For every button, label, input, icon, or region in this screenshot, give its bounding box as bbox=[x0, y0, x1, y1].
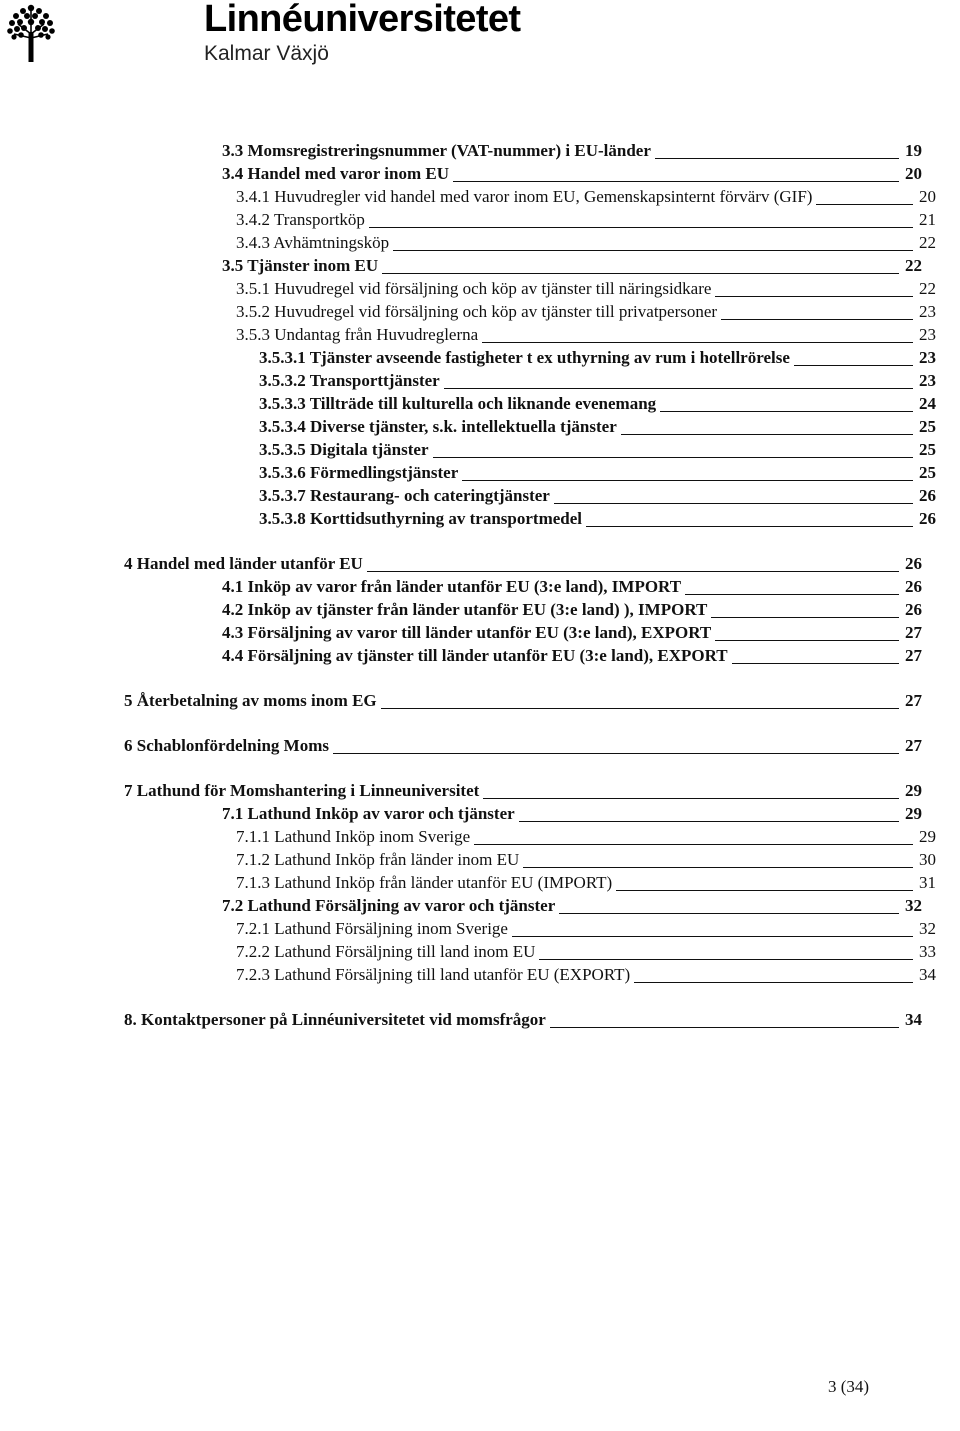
toc-entry-page: 24 bbox=[919, 394, 936, 413]
toc-leader-line bbox=[559, 913, 899, 914]
toc-leader-line bbox=[539, 959, 913, 960]
toc-leader-line bbox=[519, 821, 899, 822]
toc-entry-title: 7.2 Lathund Försäljning av varor och tjänster bbox=[222, 896, 556, 915]
toc-entry[interactable] bbox=[222, 895, 922, 917]
toc-leader-line bbox=[721, 319, 913, 320]
toc-leader-line bbox=[816, 204, 913, 205]
toc-entry[interactable] bbox=[236, 872, 936, 894]
toc-entry-title: 3.5.1 Huvudregel vid försäljning och köp av tjänster till näringsidkare bbox=[236, 279, 712, 298]
toc-entry-title: 3.5.3.3 Tillträde till kulturella och liknande evenemang bbox=[259, 394, 657, 413]
page-number: 3 (34) bbox=[828, 1377, 870, 1396]
toc-entry[interactable] bbox=[259, 485, 936, 507]
toc-entry[interactable] bbox=[222, 255, 922, 277]
toc-leader-line bbox=[794, 365, 913, 366]
toc-leader-line bbox=[523, 867, 913, 868]
toc-entry[interactable] bbox=[124, 553, 922, 575]
toc-entry-title: 3.3 Momsregistreringsnummer (VAT-nummer) i EU-länder bbox=[222, 141, 651, 160]
toc-entry-title: 7.1.2 Lathund Inköp från länder inom EU bbox=[236, 850, 520, 869]
toc-leader-line bbox=[715, 640, 899, 641]
logo-campuses: Kalmar Växjö bbox=[204, 42, 329, 65]
toc-entry-page: 27 bbox=[905, 691, 922, 710]
toc-entry[interactable] bbox=[222, 645, 922, 667]
toc-entry-page: 29 bbox=[905, 804, 922, 823]
toc-entry-title: 3.5.2 Huvudregel vid försäljning och köp av tjänster till privatpersoner bbox=[236, 302, 718, 321]
toc-entry[interactable] bbox=[259, 370, 936, 392]
toc-entry-page: 31 bbox=[919, 873, 936, 892]
toc-entry-title: 4.3 Försäljning av varor till länder utanför EU (3:e land), EXPORT bbox=[222, 623, 712, 642]
toc-entry-title: 4.2 Inköp av tjänster från länder utanför EU (3:e land) ), IMPORT bbox=[222, 600, 708, 619]
toc-entry-title: 3.4.2 Transportköp bbox=[236, 210, 365, 229]
toc-entry-page: 34 bbox=[919, 965, 936, 984]
toc-leader-line bbox=[381, 708, 899, 709]
toc-leader-line bbox=[660, 411, 913, 412]
toc-entry-page: 32 bbox=[919, 919, 936, 938]
toc-leader-line bbox=[685, 594, 899, 595]
toc-entry-page: 23 bbox=[919, 325, 936, 344]
toc-entry-page: 20 bbox=[919, 187, 936, 206]
toc-leader-line bbox=[554, 503, 913, 504]
toc-entry-page: 20 bbox=[905, 164, 922, 183]
toc-leader-line bbox=[462, 480, 913, 481]
toc-entry-page: 25 bbox=[919, 440, 936, 459]
toc-entry-title: 7 Lathund för Momshantering i Linneuniversitet bbox=[124, 781, 480, 800]
toc-entry[interactable] bbox=[236, 918, 936, 940]
toc-entry[interactable] bbox=[236, 278, 936, 300]
toc-leader-line bbox=[616, 890, 913, 891]
toc-entry-page: 22 bbox=[905, 256, 922, 275]
toc-entry-title: 4.1 Inköp av varor från länder utanför EU (3:e land), IMPORT bbox=[222, 577, 682, 596]
toc-entry[interactable] bbox=[236, 209, 936, 231]
toc-leader-line bbox=[482, 342, 913, 343]
toc-entry[interactable] bbox=[236, 826, 936, 848]
toc-leader-line bbox=[711, 617, 899, 618]
toc-entry[interactable] bbox=[236, 964, 936, 986]
toc-leader-line bbox=[382, 273, 899, 274]
toc-leader-line bbox=[453, 181, 899, 182]
toc-entry-page: 22 bbox=[919, 279, 936, 298]
toc-entry[interactable] bbox=[124, 780, 922, 802]
toc-entry-page: 26 bbox=[919, 486, 936, 505]
toc-entry-page: 22 bbox=[919, 233, 936, 252]
toc-entry-title: 3.4.1 Huvudregler vid handel med varor inom EU, Gemenskapsinternt förvärv (GIF) bbox=[236, 187, 813, 206]
logo-wordmark: Linnéuniversitetet bbox=[204, 0, 521, 40]
toc-leader-line bbox=[367, 571, 899, 572]
toc-entry-page: 26 bbox=[905, 577, 922, 596]
toc-entry[interactable] bbox=[259, 439, 936, 461]
toc-entry-title: 3.5.3.6 Förmedlingstjänster bbox=[259, 463, 459, 482]
toc-entry-title: 7.1 Lathund Inköp av varor och tjänster bbox=[222, 804, 515, 823]
toc-entry-title: 5 Återbetalning av moms inom EG bbox=[124, 691, 377, 710]
toc-leader-line bbox=[433, 457, 913, 458]
toc-leader-line bbox=[369, 227, 913, 228]
toc-entry[interactable] bbox=[259, 416, 936, 438]
toc-entry-page: 33 bbox=[919, 942, 936, 961]
toc-entry-title: 7.1.3 Lathund Inköp från länder utanför EU (IMPORT) bbox=[236, 873, 613, 892]
toc-entry-page: 27 bbox=[905, 646, 922, 665]
toc-leader-line bbox=[444, 388, 913, 389]
toc-entry[interactable] bbox=[124, 690, 922, 712]
toc-leader-line bbox=[655, 158, 899, 159]
toc-entry-page: 26 bbox=[919, 509, 936, 528]
toc-entry[interactable] bbox=[259, 462, 936, 484]
toc-entry-title: 6 Schablonfördelning Moms bbox=[124, 736, 329, 755]
toc-entry-page: 19 bbox=[905, 141, 922, 160]
toc-leader-line bbox=[512, 936, 913, 937]
toc-entry-title: 7.2.2 Lathund Försäljning till land inom EU bbox=[236, 942, 536, 961]
toc-entry-page: 32 bbox=[905, 896, 922, 915]
toc-leader-line bbox=[550, 1027, 899, 1028]
toc-entry[interactable] bbox=[236, 301, 936, 323]
toc-entry-title: 7.2.3 Lathund Försäljning till land utanför EU (EXPORT) bbox=[236, 965, 631, 984]
toc-entry-title: 3.5.3.8 Korttidsuthyrning av transportmedel bbox=[259, 509, 582, 528]
toc-entry-page: 29 bbox=[905, 781, 922, 800]
toc-entry[interactable] bbox=[236, 849, 936, 871]
toc-entry-title: 4 Handel med länder utanför EU bbox=[124, 554, 363, 573]
toc-entry[interactable] bbox=[236, 941, 936, 963]
toc-entry[interactable] bbox=[259, 347, 936, 369]
toc-leader-line bbox=[715, 296, 913, 297]
toc-entry-title: 3.5.3.4 Diverse tjänster, s.k. intellektuella tjänster bbox=[259, 417, 617, 436]
toc-entry[interactable] bbox=[236, 324, 936, 346]
toc-entry[interactable] bbox=[222, 163, 922, 185]
toc-entry[interactable] bbox=[222, 622, 922, 644]
toc-entry-page: 23 bbox=[919, 348, 936, 367]
toc-entry-title: 3.4.3 Avhämtningsköp bbox=[236, 233, 390, 252]
toc-entry-page: 29 bbox=[919, 827, 936, 846]
toc-entry-title: 3.5.3.1 Tjänster avseende fastigheter t ex uthyrning av rum i hotellrörelse bbox=[259, 348, 790, 367]
toc-entry[interactable] bbox=[124, 1009, 922, 1031]
toc-entry-title: 8. Kontaktpersoner på Linnéuniversitetet vid momsfrågor bbox=[124, 1010, 546, 1029]
toc-entry[interactable] bbox=[236, 186, 936, 208]
toc-entry-title: 3.5 Tjänster inom EU bbox=[222, 256, 379, 275]
toc-leader-line bbox=[393, 250, 913, 251]
toc-entry[interactable] bbox=[124, 735, 922, 757]
toc-entry[interactable] bbox=[259, 508, 936, 530]
toc-entry[interactable] bbox=[222, 576, 922, 598]
toc-entry[interactable] bbox=[222, 140, 922, 162]
toc-entry-title: 3.4 Handel med varor inom EU bbox=[222, 164, 449, 183]
toc-entry-page: 23 bbox=[919, 371, 936, 390]
toc-entry[interactable] bbox=[222, 599, 922, 621]
toc-entry-page: 25 bbox=[919, 463, 936, 482]
toc-entry[interactable] bbox=[259, 393, 936, 415]
toc-leader-line bbox=[474, 844, 913, 845]
toc-entry-title: 3.5.3.5 Digitala tjänster bbox=[259, 440, 429, 459]
toc-entry-page: 26 bbox=[905, 554, 922, 573]
toc-entry-title: 4.4 Försäljning av tjänster till länder utanför EU (3:e land), EXPORT bbox=[222, 646, 728, 665]
toc-leader-line bbox=[634, 982, 913, 983]
toc-entry-page: 30 bbox=[919, 850, 936, 869]
toc-entry-page: 27 bbox=[905, 623, 922, 642]
toc-leader-line bbox=[621, 434, 913, 435]
toc-leader-line bbox=[333, 753, 899, 754]
toc-entry-page: 34 bbox=[905, 1010, 922, 1029]
toc-entry-page: 25 bbox=[919, 417, 936, 436]
toc-entry[interactable] bbox=[236, 232, 936, 254]
toc-entry-title: 7.2.1 Lathund Försäljning inom Sverige bbox=[236, 919, 508, 938]
toc-entry-title: 7.1.1 Lathund Inköp inom Sverige bbox=[236, 827, 471, 846]
toc-entry-title: 3.5.3.7 Restaurang- och cateringtjänster bbox=[259, 486, 550, 505]
toc-entry-title: 3.5.3 Undantag från Huvudreglerna bbox=[236, 325, 479, 344]
toc-leader-line bbox=[483, 798, 899, 799]
toc-leader-line bbox=[586, 526, 913, 527]
toc-entry-page: 21 bbox=[919, 210, 936, 229]
toc-entry-title: 3.5.3.2 Transporttjänster bbox=[259, 371, 440, 390]
toc-leader-line bbox=[732, 663, 899, 664]
toc-entry[interactable] bbox=[222, 803, 922, 825]
toc-entry-page: 23 bbox=[919, 302, 936, 321]
toc-entry-page: 27 bbox=[905, 736, 922, 755]
toc-entry-page: 26 bbox=[905, 600, 922, 619]
